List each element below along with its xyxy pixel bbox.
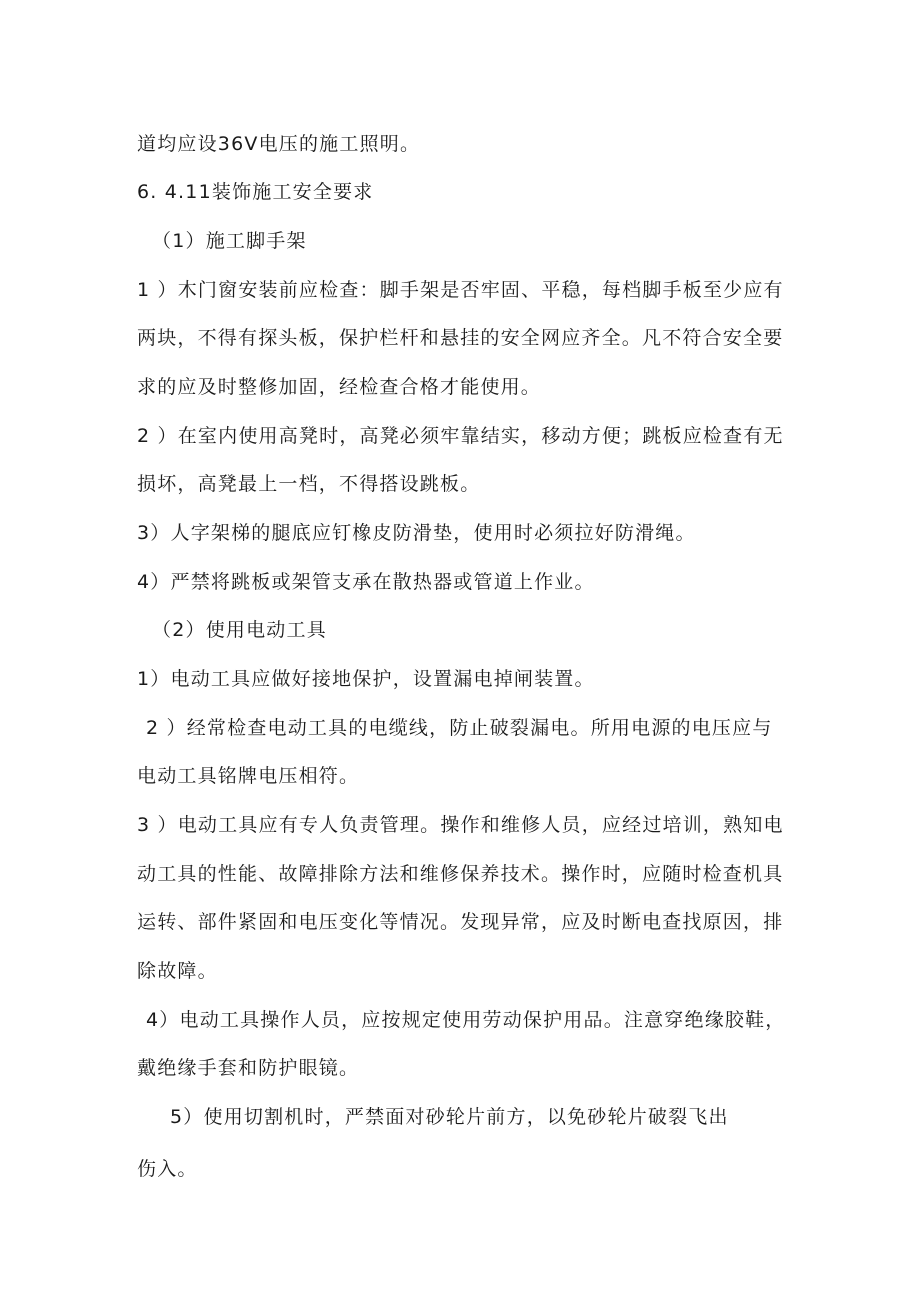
text-line-17: 运转、部件紧固和电压变化等情况。发现异常，应及时断电查找原因，排	[137, 911, 784, 933]
text-line-1: 道均应设36V电压的施工照明。	[137, 133, 421, 155]
text-line-7: 2 ）在室内使用高凳时，高凳必须牢靠结实，移动方便；跳板应检查有无	[137, 425, 784, 447]
text-line-14: 电动工具铭牌电压相符。	[137, 765, 360, 787]
text-line-20: 戴绝缘手套和防护眼镜。	[137, 1057, 360, 1079]
text-line-15: 3 ）电动工具应有专人负责管理。操作和维修人员，应经过培训，熟知电	[137, 814, 784, 836]
text-line-9: 3）人字架梯的腿底应钉橡皮防滑垫，使用时必须拉好防滑绳。	[137, 522, 696, 544]
text-line-12: 1）电动工具应做好接地保护，设置漏电掉闸装置。	[137, 668, 595, 690]
text-line-22: 伤入。	[137, 1158, 198, 1180]
text-line-21: 5）使用切割机时，严禁面对砂轮片前方，以免砂轮片破裂飞出	[170, 1106, 729, 1128]
text-line-8: 损坏，高凳最上一档，不得搭设跳板。	[137, 473, 481, 495]
text-line-13: 2 ）经常检查电动工具的电缆线，防止破裂漏电。所用电源的电压应与	[146, 717, 773, 739]
section-heading-6-4-11: 6. 4.11装饰施工安全要求	[137, 181, 374, 203]
text-line-6: 求的应及时整修加固，经检查合格才能使用。	[137, 376, 542, 398]
subheading-scaffold: （1）施工脚手架	[152, 230, 307, 252]
text-line-5: 两块，不得有探头板，保护栏杆和悬挂的安全网应齐全。凡不符合安全要	[137, 327, 784, 349]
text-line-10: 4）严禁将跳板或架管支承在散热器或管道上作业。	[137, 571, 595, 593]
text-line-19: 4）电动工具操作人员，应按规定使用劳动保护用品。注意穿绝缘胶鞋，	[146, 1009, 786, 1031]
text-line-18: 除故障。	[137, 960, 218, 982]
text-line-16: 动工具的性能、故障排除方法和维修保养技术。操作时，应随时检查机具	[137, 863, 784, 885]
text-line-4: 1 ）木门窗安装前应检查：脚手架是否牢固、平稳，每档脚手板至少应有	[137, 279, 784, 301]
subheading-power-tools: （2）使用电动工具	[152, 619, 327, 641]
